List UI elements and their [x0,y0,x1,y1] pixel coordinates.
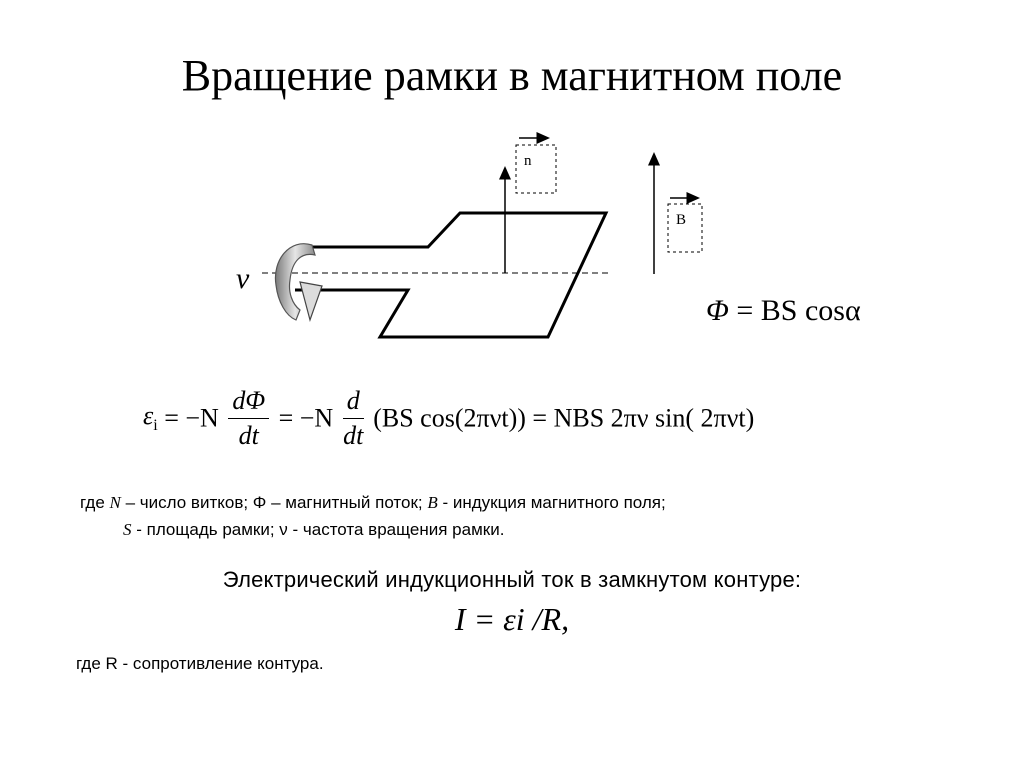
rotation-arrow-head-icon [300,282,322,320]
where-prefix: где [80,493,110,512]
emf-subscript: i [153,417,158,435]
where-line1-mid: – число витков; Φ – магнитный поток; [120,493,428,512]
emf-frac2-num: d [343,384,364,419]
where-line1-end: - индукция магнитного поля; [437,493,666,512]
flux-expression: = BS cosα [736,294,861,327]
where-line2-text: - площадь рамки; ν - частота вращения рамки. [131,520,505,539]
induction-current-formula: I = εi /R, [454,601,570,637]
emf-frac2-den: dt [343,421,364,450]
emf-fraction-2 [343,384,364,453]
emf-fraction-1 [228,384,269,453]
emf-frac1-den: dt [238,421,259,450]
resistance-note: где R - сопротивление контура. [76,654,324,673]
frequency-label: ν [236,262,250,295]
where-s-symbol: S [123,520,132,539]
normal-label-box [516,145,556,193]
emf-formula [143,384,754,464]
slide-title: Вращение рамки в магнитном поле [181,51,843,100]
flux-formula [706,294,861,328]
frame-outline [295,213,606,337]
definitions-line-1 [80,493,666,513]
where-b-symbol: B [427,493,438,512]
where-n-symbol: N [109,493,121,512]
definitions-line-2 [123,520,504,540]
emf-part3: (BS cos(2πνt)) = NBS 2πν sin( 2πνt) [366,403,755,433]
field-label: B [676,212,687,228]
emf-frac1-num: dΦ [228,384,269,419]
induction-current-title: Электрический индукционный ток в замкнутом контуре: [222,567,802,592]
normal-label: n [524,153,532,169]
flux-symbol: Φ [706,294,729,327]
emf-symbol: ε [143,401,154,431]
emf-part2: = −N [272,403,340,433]
emf-part1: = −N [157,403,226,433]
